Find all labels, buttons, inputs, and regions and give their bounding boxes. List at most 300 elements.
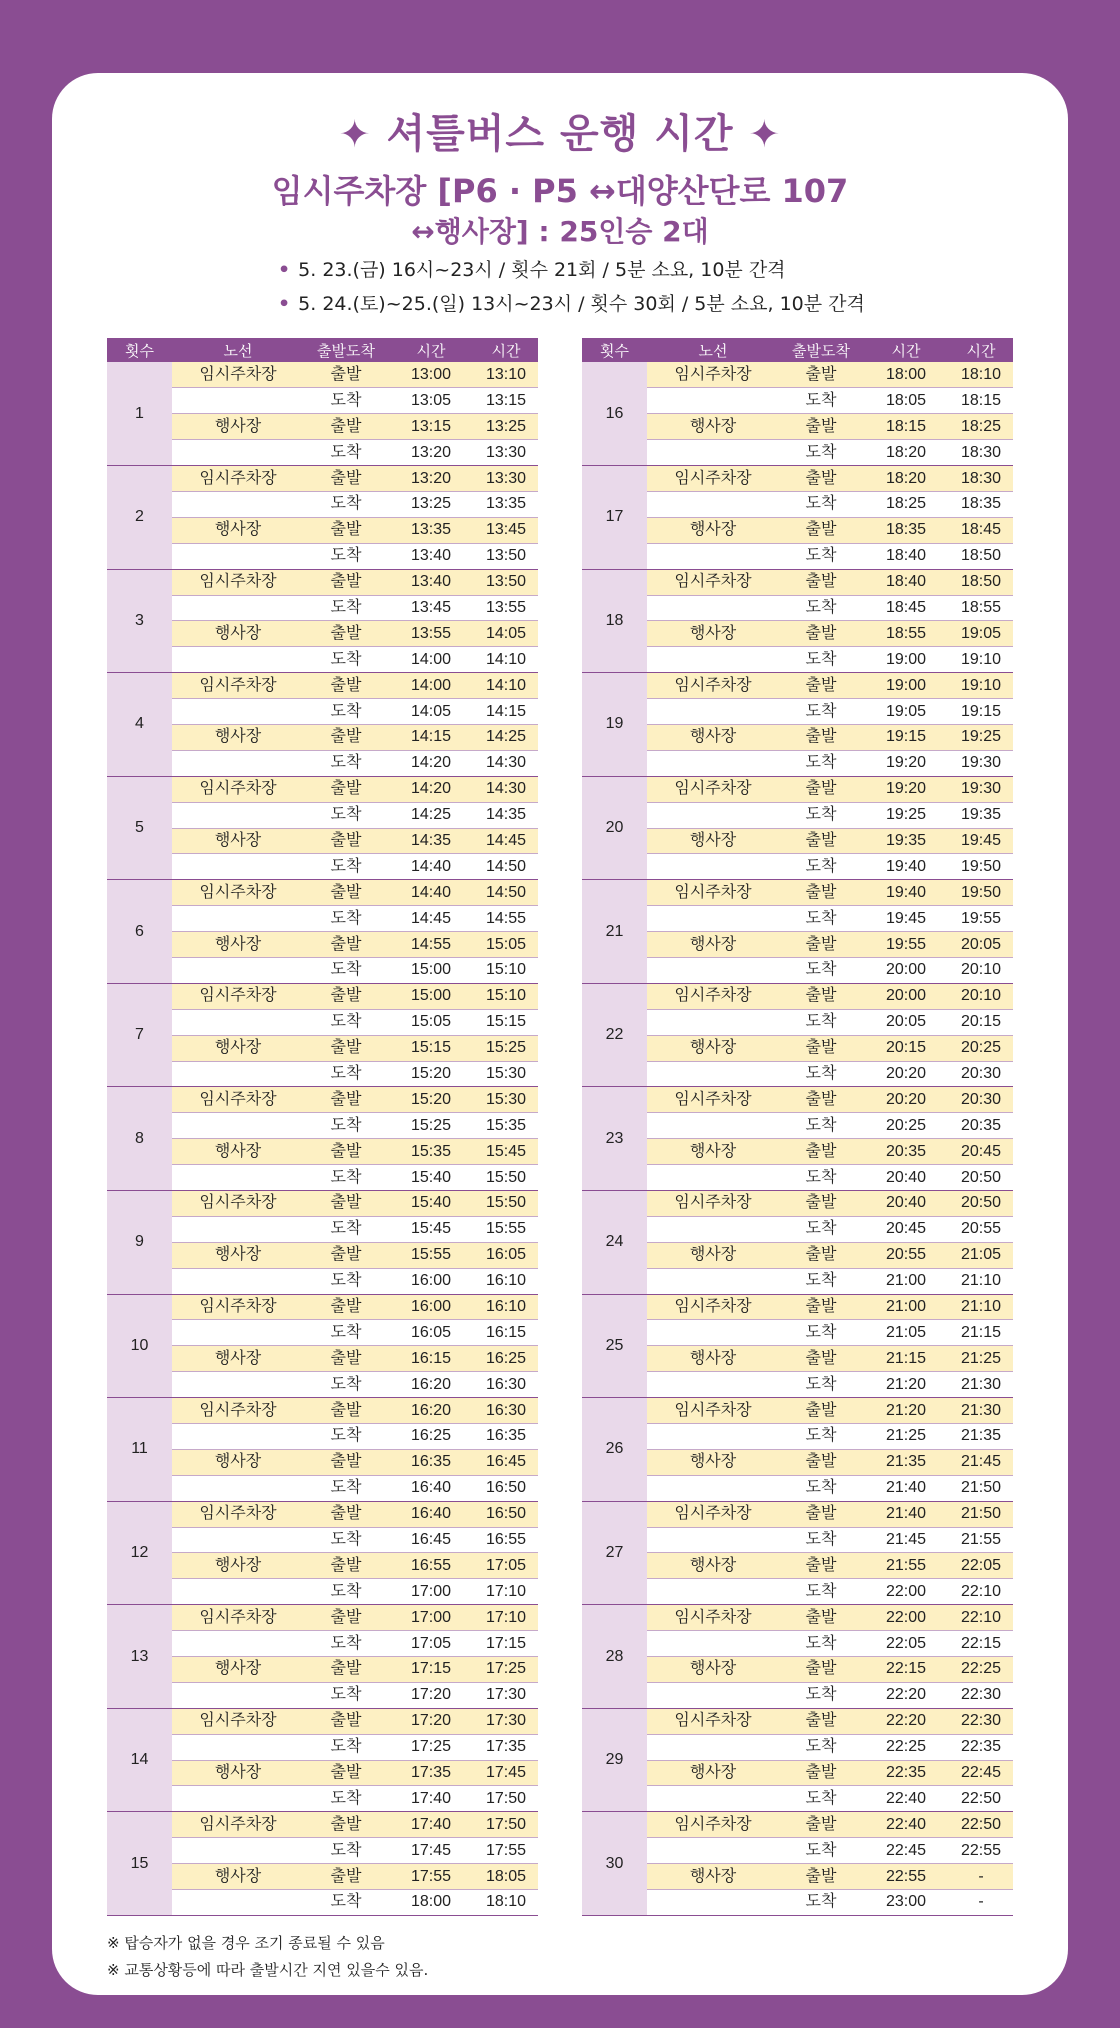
time-cell: 19:00 [863, 673, 949, 699]
depart-arrive-cell: 도착 [304, 750, 388, 776]
route-cell: 행사장 [172, 1346, 304, 1372]
time-cell: 16:35 [388, 1449, 474, 1475]
time-cell: 18:30 [949, 466, 1013, 492]
route-cell [172, 1165, 304, 1191]
route-cell [172, 854, 304, 880]
depart-arrive-cell: 출발 [304, 1449, 388, 1475]
table-row [107, 1035, 538, 1061]
table-row [107, 1657, 538, 1683]
table-row [582, 1372, 1013, 1398]
table-row [107, 517, 538, 543]
time-cell: 16:40 [388, 1475, 474, 1501]
depart-arrive-cell: 도착 [779, 1838, 863, 1864]
time-cell: 15:00 [388, 983, 474, 1009]
route-cell [647, 491, 779, 517]
time-cell: 20:35 [863, 1139, 949, 1165]
route-cell [172, 1475, 304, 1501]
depart-arrive-cell: 도착 [304, 491, 388, 517]
time-cell: 16:10 [474, 1294, 538, 1320]
time-cell: 20:50 [949, 1165, 1013, 1191]
route-cell [647, 1890, 779, 1916]
depart-arrive-cell: 도착 [779, 750, 863, 776]
time-cell: 21:15 [949, 1320, 1013, 1346]
route-cell: 행사장 [172, 932, 304, 958]
time-cell: 22:05 [863, 1631, 949, 1657]
route-cell [172, 388, 304, 414]
time-cell: 19:00 [863, 647, 949, 673]
table-row [582, 854, 1013, 880]
depart-arrive-cell: 도착 [304, 440, 388, 466]
depart-arrive-cell: 출발 [779, 1242, 863, 1268]
time-cell: 22:20 [863, 1708, 949, 1734]
table-row [582, 414, 1013, 440]
route-cell: 행사장 [172, 1864, 304, 1890]
table-row [107, 440, 538, 466]
time-cell: - [949, 1890, 1013, 1916]
time-cell: 16:50 [474, 1501, 538, 1527]
depart-arrive-cell: 도착 [779, 802, 863, 828]
time-cell: 18:55 [863, 621, 949, 647]
table-row [582, 1268, 1013, 1294]
table-row [582, 1242, 1013, 1268]
time-cell: 21:40 [863, 1475, 949, 1501]
time-cell: 17:30 [474, 1708, 538, 1734]
depart-arrive-cell: 출발 [304, 673, 388, 699]
table-row [107, 1242, 538, 1268]
time-cell: 16:35 [474, 1424, 538, 1450]
footnote: ※ 교통상황등에 따라 출발시간 지연 있을수 있음. [107, 1961, 429, 1979]
trip-number: 25 [582, 1294, 647, 1398]
route-cell [647, 1009, 779, 1035]
trip-number: 9 [107, 1191, 172, 1295]
time-cell: 20:45 [949, 1139, 1013, 1165]
time-cell: 19:10 [949, 647, 1013, 673]
time-cell: 19:20 [863, 776, 949, 802]
depart-arrive-cell: 도착 [304, 1838, 388, 1864]
table-row [582, 1139, 1013, 1165]
time-cell: 18:40 [863, 569, 949, 595]
trip-number: 5 [107, 776, 172, 880]
summary-item [278, 255, 865, 289]
table-row [107, 1087, 538, 1113]
route-cell: 행사장 [647, 517, 779, 543]
table-row [107, 828, 538, 854]
table-row [107, 750, 538, 776]
table-row [107, 595, 538, 621]
route-subtitle-line1: 임시주차장 [P6 · P5 ↔대양산단로 107 [271, 172, 849, 210]
trip-number: 22 [582, 983, 647, 1087]
route-cell: 임시주차장 [647, 466, 779, 492]
depart-arrive-cell: 도착 [779, 1890, 863, 1916]
route-cell [172, 1009, 304, 1035]
time-cell: 17:25 [388, 1734, 474, 1760]
time-cell: 17:00 [388, 1605, 474, 1631]
depart-arrive-cell: 도착 [304, 1320, 388, 1346]
route-cell [647, 854, 779, 880]
time-cell: 22:35 [949, 1734, 1013, 1760]
depart-arrive-cell: 출발 [779, 1812, 863, 1838]
depart-arrive-cell: 출발 [304, 776, 388, 802]
route-cell: 임시주차장 [172, 1708, 304, 1734]
time-cell: 18:50 [949, 569, 1013, 595]
depart-arrive-cell: 출발 [779, 1139, 863, 1165]
trip-number: 16 [582, 362, 647, 466]
depart-arrive-cell: 출발 [779, 362, 863, 388]
time-cell: 17:35 [388, 1760, 474, 1786]
table-row [582, 1061, 1013, 1087]
depart-arrive-cell: 출발 [304, 1398, 388, 1424]
depart-arrive-cell: 출발 [779, 1191, 863, 1217]
trip-number: 4 [107, 673, 172, 777]
time-cell: - [949, 1864, 1013, 1890]
table-row [107, 569, 538, 595]
time-cell: 13:25 [474, 414, 538, 440]
time-cell: 17:05 [474, 1553, 538, 1579]
depart-arrive-cell: 출발 [779, 1449, 863, 1475]
depart-arrive-cell: 도착 [779, 957, 863, 983]
time-cell: 19:35 [949, 802, 1013, 828]
time-cell: 17:50 [474, 1786, 538, 1812]
time-cell: 18:20 [863, 466, 949, 492]
time-cell: 17:35 [474, 1734, 538, 1760]
time-cell: 14:35 [474, 802, 538, 828]
table-row [582, 1682, 1013, 1708]
depart-arrive-cell: 출발 [304, 1035, 388, 1061]
table-row [582, 1579, 1013, 1605]
depart-arrive-cell: 출발 [779, 1605, 863, 1631]
table-row [107, 699, 538, 725]
bullet-icon: • [278, 293, 291, 315]
route-cell: 임시주차장 [172, 673, 304, 699]
time-cell: 21:00 [863, 1268, 949, 1294]
route-cell [172, 1682, 304, 1708]
time-cell: 21:45 [949, 1449, 1013, 1475]
sparkle-icon-right: ✦ [748, 112, 782, 156]
depart-arrive-cell: 출발 [779, 1657, 863, 1683]
depart-arrive-cell: 출발 [779, 1864, 863, 1890]
trip-number: 2 [107, 466, 172, 570]
time-cell: 14:00 [388, 647, 474, 673]
route-cell [647, 699, 779, 725]
time-cell: 17:50 [474, 1812, 538, 1838]
time-cell: 14:20 [388, 776, 474, 802]
depart-arrive-cell: 출발 [304, 932, 388, 958]
route-cell [172, 699, 304, 725]
route-cell: 행사장 [172, 1760, 304, 1786]
time-cell: 19:05 [863, 699, 949, 725]
depart-arrive-cell: 출발 [304, 1864, 388, 1890]
time-cell: 17:05 [388, 1631, 474, 1657]
depart-arrive-cell: 출발 [779, 569, 863, 595]
route-cell: 행사장 [647, 1553, 779, 1579]
route-cell: 행사장 [647, 1449, 779, 1475]
time-cell: 18:05 [863, 388, 949, 414]
trip-number: 8 [107, 1087, 172, 1191]
time-cell: 19:40 [863, 880, 949, 906]
table-row [107, 491, 538, 517]
trip-number: 6 [107, 880, 172, 984]
time-cell: 19:35 [863, 828, 949, 854]
time-cell: 20:50 [949, 1191, 1013, 1217]
table-row [582, 957, 1013, 983]
depart-arrive-cell: 출발 [304, 621, 388, 647]
time-cell: 21:40 [863, 1501, 949, 1527]
time-cell: 15:00 [388, 957, 474, 983]
time-cell: 17:20 [388, 1682, 474, 1708]
time-cell: 15:35 [388, 1139, 474, 1165]
time-cell: 20:00 [863, 957, 949, 983]
route-cell: 임시주차장 [647, 1087, 779, 1113]
depart-arrive-cell: 도착 [304, 1734, 388, 1760]
route-cell: 행사장 [172, 1553, 304, 1579]
time-cell: 21:15 [863, 1346, 949, 1372]
table-row [107, 880, 538, 906]
depart-arrive-cell: 출발 [779, 932, 863, 958]
table-row [107, 543, 538, 569]
route-cell [647, 1631, 779, 1657]
time-cell: 14:30 [474, 750, 538, 776]
time-cell: 16:15 [474, 1320, 538, 1346]
time-cell: 13:30 [474, 440, 538, 466]
depart-arrive-cell: 출발 [779, 1760, 863, 1786]
table-row [107, 1838, 538, 1864]
depart-arrive-cell: 도착 [779, 1165, 863, 1191]
time-cell: 22:55 [949, 1838, 1013, 1864]
time-cell: 19:40 [863, 854, 949, 880]
time-cell: 20:05 [949, 932, 1013, 958]
time-cell: 16:20 [388, 1372, 474, 1398]
time-cell: 16:00 [388, 1268, 474, 1294]
time-cell: 16:45 [474, 1449, 538, 1475]
depart-arrive-cell: 출발 [304, 1191, 388, 1217]
time-cell: 21:20 [863, 1398, 949, 1424]
route-cell [647, 1113, 779, 1139]
table-row [107, 854, 538, 880]
depart-arrive-cell: 출발 [304, 1760, 388, 1786]
table-row [582, 880, 1013, 906]
route-cell [647, 957, 779, 983]
time-cell: 21:55 [863, 1553, 949, 1579]
time-cell: 21:35 [863, 1449, 949, 1475]
table-row [107, 1708, 538, 1734]
table-row [107, 1009, 538, 1035]
time-cell: 20:05 [863, 1009, 949, 1035]
time-cell: 18:20 [863, 440, 949, 466]
route-cell [647, 1579, 779, 1605]
route-cell [172, 543, 304, 569]
time-cell: 15:30 [474, 1087, 538, 1113]
route-cell: 행사장 [647, 724, 779, 750]
route-cell: 행사장 [172, 621, 304, 647]
table-row [582, 1449, 1013, 1475]
table-row [582, 440, 1013, 466]
depart-arrive-cell: 도착 [304, 1786, 388, 1812]
table-row [582, 1553, 1013, 1579]
depart-arrive-cell: 출발 [304, 1242, 388, 1268]
table-row [107, 1372, 538, 1398]
route-cell [172, 1061, 304, 1087]
table-row [107, 802, 538, 828]
table-row [107, 466, 538, 492]
time-cell: 21:00 [863, 1294, 949, 1320]
depart-arrive-cell: 출발 [304, 1812, 388, 1838]
route-cell: 임시주차장 [647, 1605, 779, 1631]
time-cell: 17:30 [474, 1682, 538, 1708]
depart-arrive-cell: 도착 [779, 1009, 863, 1035]
time-cell: 14:45 [474, 828, 538, 854]
time-cell: 20:25 [863, 1113, 949, 1139]
route-cell [647, 1061, 779, 1087]
depart-arrive-cell: 도착 [304, 699, 388, 725]
time-cell: 13:45 [474, 517, 538, 543]
depart-arrive-cell: 출발 [304, 1501, 388, 1527]
route-cell [172, 647, 304, 673]
depart-arrive-cell: 도착 [304, 388, 388, 414]
time-cell: 13:30 [474, 466, 538, 492]
depart-arrive-cell: 출발 [779, 724, 863, 750]
time-cell: 15:55 [474, 1216, 538, 1242]
schedule-table-left [107, 338, 538, 1916]
time-cell: 15:20 [388, 1061, 474, 1087]
table-row [582, 673, 1013, 699]
table-row [107, 1139, 538, 1165]
route-cell: 임시주차장 [647, 1191, 779, 1217]
time-cell: 13:40 [388, 543, 474, 569]
time-cell: 22:55 [863, 1864, 949, 1890]
table-row [107, 1579, 538, 1605]
table-row [582, 362, 1013, 388]
time-cell: 14:00 [388, 673, 474, 699]
time-cell: 14:15 [474, 699, 538, 725]
route-cell [172, 1424, 304, 1450]
table-row [582, 595, 1013, 621]
time-cell: 21:30 [949, 1372, 1013, 1398]
header-route: 노선 [647, 338, 779, 362]
time-cell: 13:40 [388, 569, 474, 595]
time-cell: 18:25 [949, 414, 1013, 440]
depart-arrive-cell: 출발 [304, 414, 388, 440]
time-cell: 22:25 [949, 1657, 1013, 1683]
table-row [107, 1346, 538, 1372]
depart-arrive-cell: 출발 [779, 621, 863, 647]
trip-number: 30 [582, 1812, 647, 1916]
time-cell: 22:40 [863, 1786, 949, 1812]
time-cell: 18:35 [949, 491, 1013, 517]
time-cell: 19:45 [949, 828, 1013, 854]
table-row [582, 1890, 1013, 1916]
depart-arrive-cell: 도착 [304, 543, 388, 569]
table-header-row [107, 338, 538, 362]
time-cell: 22:45 [949, 1760, 1013, 1786]
table-row [582, 983, 1013, 1009]
time-cell: 20:45 [863, 1216, 949, 1242]
time-cell: 14:05 [388, 699, 474, 725]
route-cell [172, 1838, 304, 1864]
route-cell: 행사장 [172, 1449, 304, 1475]
time-cell: 16:05 [388, 1320, 474, 1346]
depart-arrive-cell: 출발 [304, 466, 388, 492]
footnotes [107, 1930, 428, 1984]
route-cell [647, 595, 779, 621]
table-row [582, 1501, 1013, 1527]
time-cell: 20:30 [949, 1061, 1013, 1087]
route-cell [647, 440, 779, 466]
route-cell [647, 906, 779, 932]
time-cell: 17:15 [388, 1657, 474, 1683]
table-row [107, 1113, 538, 1139]
time-cell: 20:15 [863, 1035, 949, 1061]
depart-arrive-cell: 출발 [779, 1708, 863, 1734]
time-cell: 18:00 [388, 1890, 474, 1916]
time-cell: 22:50 [949, 1812, 1013, 1838]
route-cell: 임시주차장 [647, 1398, 779, 1424]
time-cell: 20:40 [863, 1165, 949, 1191]
time-cell: 22:40 [863, 1812, 949, 1838]
time-cell: 13:45 [388, 595, 474, 621]
time-cell: 15:50 [474, 1191, 538, 1217]
time-cell: 22:10 [949, 1605, 1013, 1631]
table-row [107, 621, 538, 647]
depart-arrive-cell: 도착 [779, 1682, 863, 1708]
table-row [582, 1631, 1013, 1657]
time-cell: 18:25 [863, 491, 949, 517]
time-cell: 19:55 [863, 932, 949, 958]
depart-arrive-cell: 출발 [304, 983, 388, 1009]
time-cell: 15:30 [474, 1061, 538, 1087]
depart-arrive-cell: 출발 [304, 828, 388, 854]
table-row [107, 1449, 538, 1475]
trip-number: 29 [582, 1708, 647, 1812]
depart-arrive-cell: 도착 [304, 1372, 388, 1398]
depart-arrive-cell: 도착 [304, 1061, 388, 1087]
route-cell [647, 802, 779, 828]
table-row [582, 802, 1013, 828]
route-cell [647, 1424, 779, 1450]
depart-arrive-cell: 출발 [304, 1294, 388, 1320]
table-row [582, 1035, 1013, 1061]
schedule-summary [278, 255, 865, 323]
route-cell [172, 1527, 304, 1553]
time-cell: 19:55 [949, 906, 1013, 932]
time-cell: 18:35 [863, 517, 949, 543]
table-row [107, 906, 538, 932]
time-cell: 16:05 [474, 1242, 538, 1268]
time-cell: 13:10 [474, 362, 538, 388]
time-cell: 18:15 [949, 388, 1013, 414]
trip-number: 15 [107, 1812, 172, 1916]
depart-arrive-cell: 출발 [304, 1605, 388, 1631]
time-cell: 22:45 [863, 1838, 949, 1864]
time-cell: 17:45 [474, 1760, 538, 1786]
table-row [582, 1113, 1013, 1139]
header-count: 횟수 [107, 338, 172, 362]
time-cell: 13:35 [474, 491, 538, 517]
table-row [582, 1165, 1013, 1191]
time-cell: 17:15 [474, 1631, 538, 1657]
time-cell: 20:55 [949, 1216, 1013, 1242]
depart-arrive-cell: 출발 [779, 673, 863, 699]
time-cell: 22:10 [949, 1579, 1013, 1605]
route-cell: 임시주차장 [172, 362, 304, 388]
time-cell: 16:25 [474, 1346, 538, 1372]
time-cell: 15:45 [388, 1216, 474, 1242]
depart-arrive-cell: 출발 [304, 724, 388, 750]
time-cell: 17:40 [388, 1786, 474, 1812]
route-cell [172, 1734, 304, 1760]
trip-number: 17 [582, 466, 647, 570]
time-cell: 16:30 [474, 1398, 538, 1424]
time-cell: 15:25 [474, 1035, 538, 1061]
